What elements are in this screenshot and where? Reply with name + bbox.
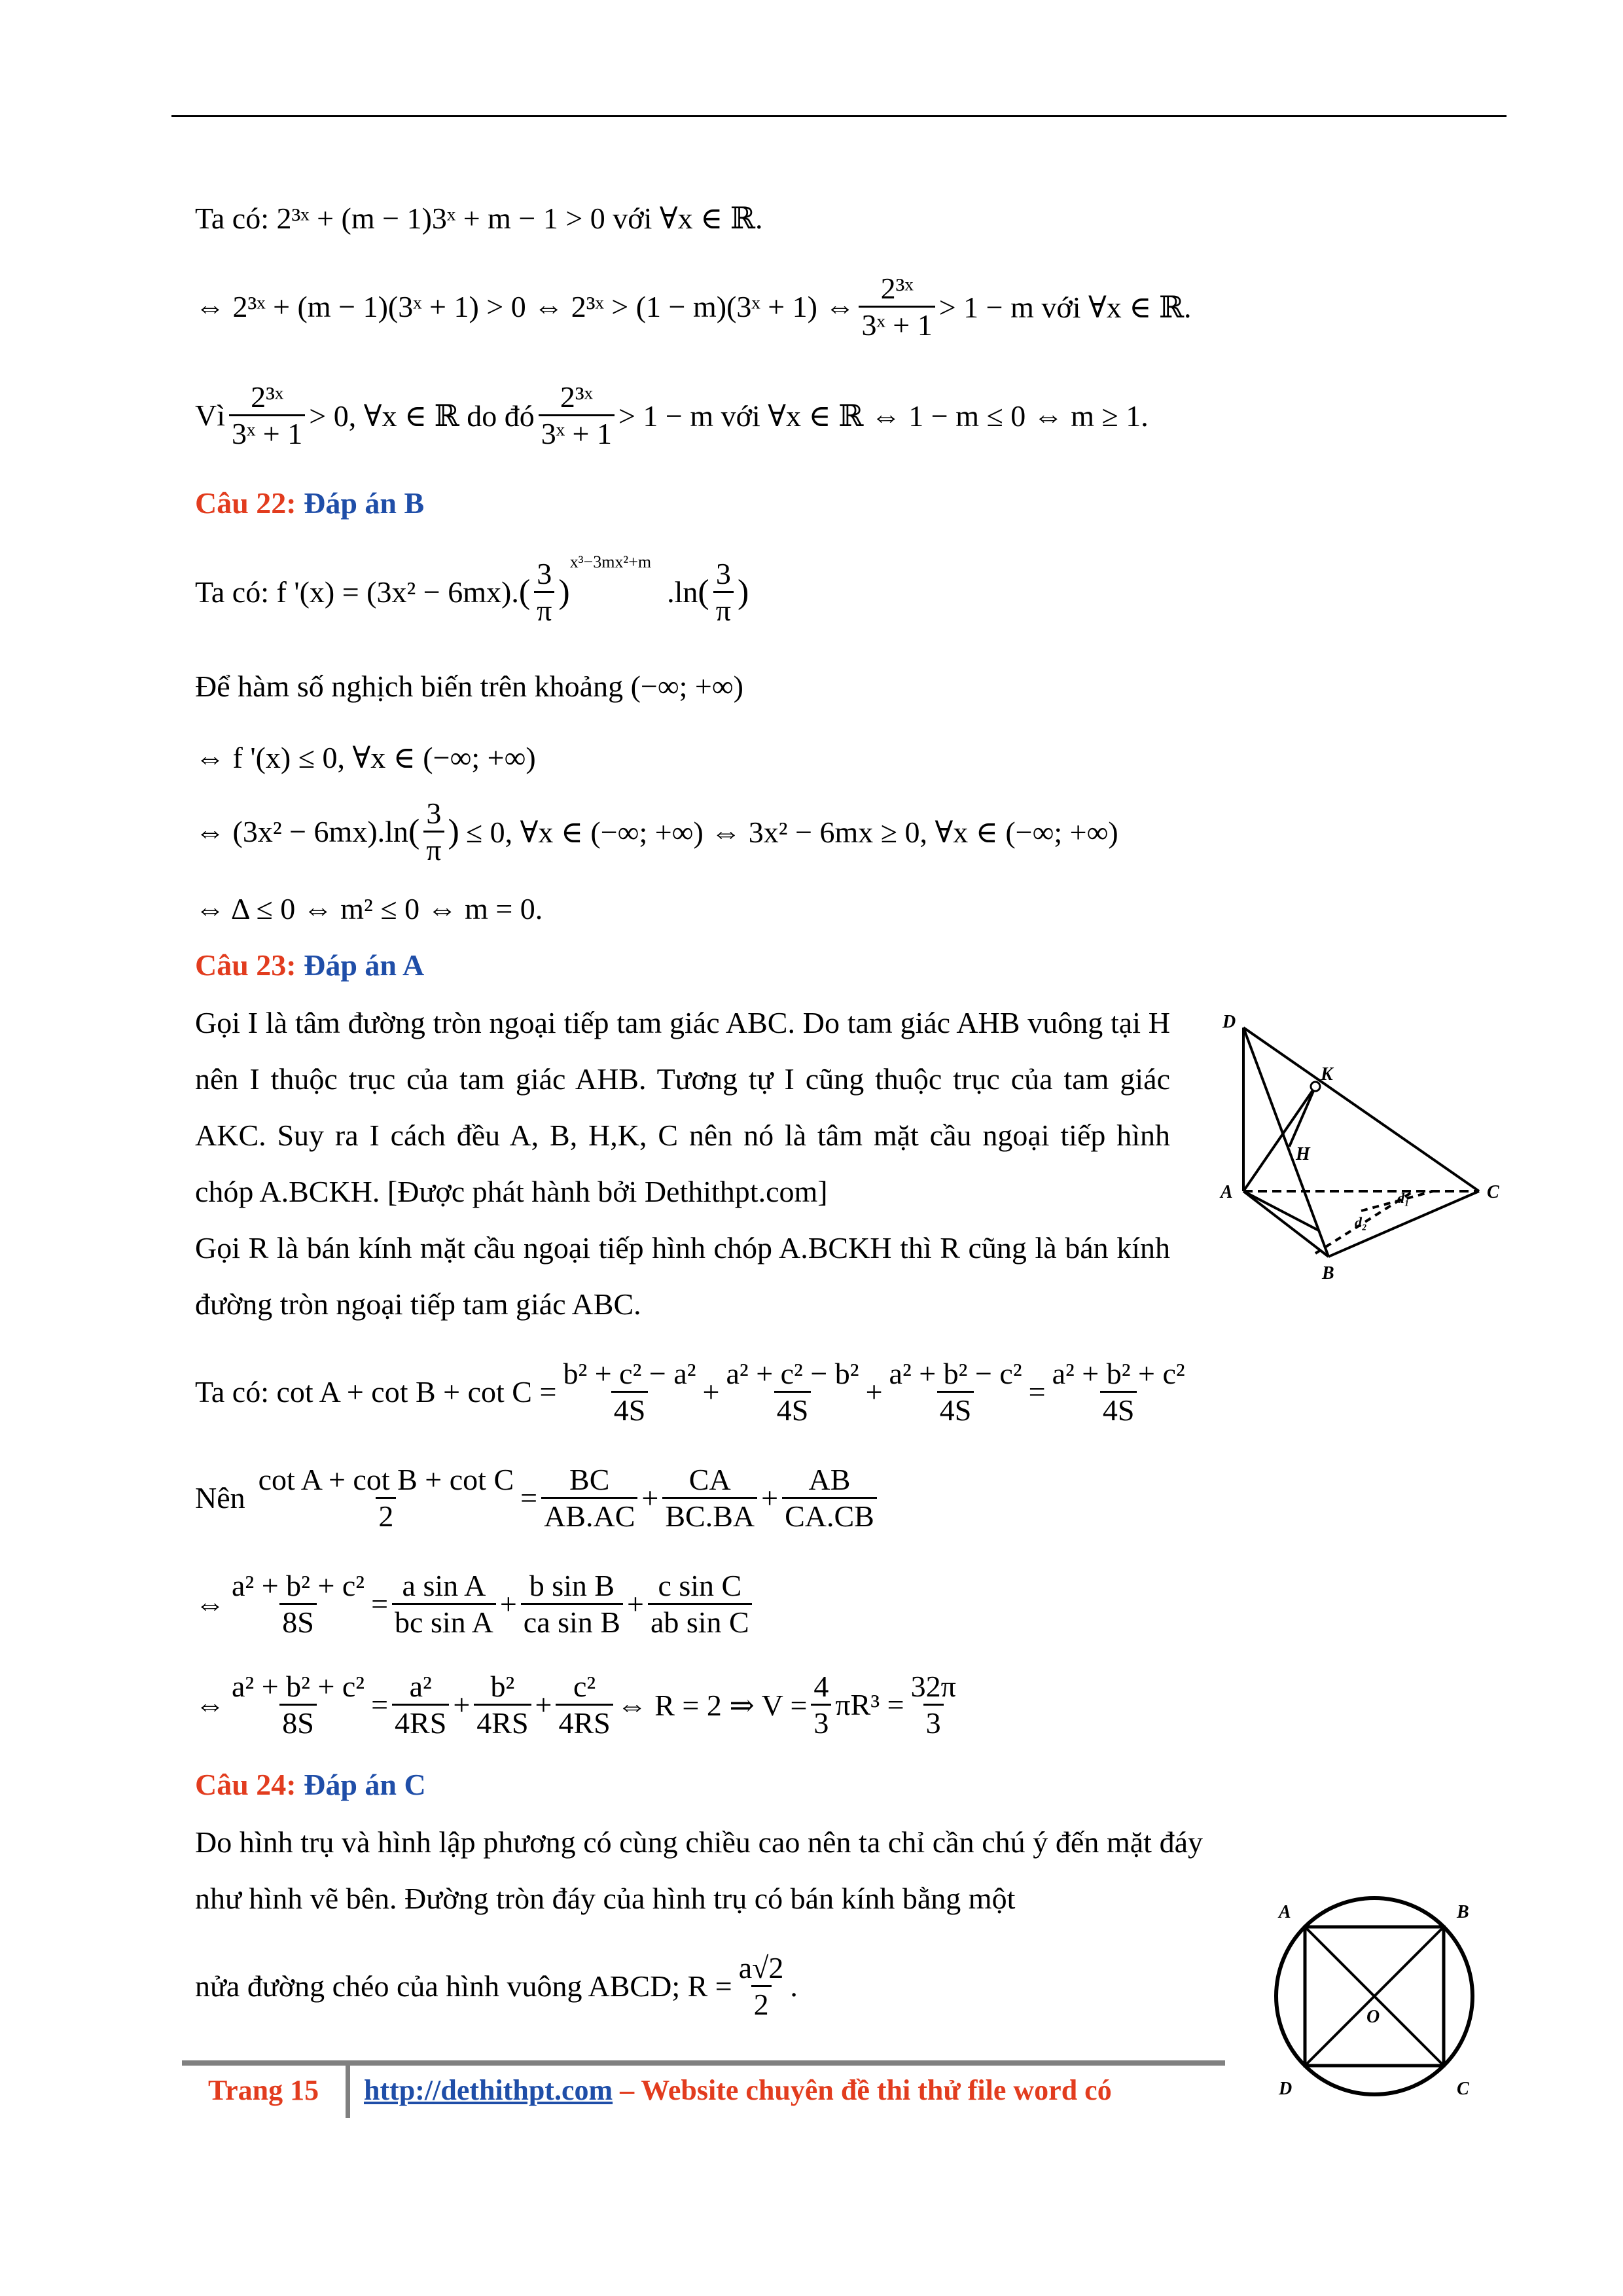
paren: ) (448, 813, 459, 850)
frac-den: 2 (751, 1985, 772, 2022)
frac-num: 2³ˣ (251, 380, 284, 414)
footer-rule (182, 2060, 1225, 2066)
q23-eq-2-pre: Nên (195, 1481, 245, 1515)
plus: + (865, 1375, 883, 1408)
frac-num: cot A + cot B + cot C (258, 1463, 514, 1496)
plus: + (626, 1587, 644, 1621)
q22-line-5: ⇔ Δ ≤ 0 ⇔ m² ≤ 0 ⇔ m = 0. (195, 892, 543, 925)
label-D: D (1279, 2079, 1293, 2099)
q24-heading (195, 1767, 426, 1802)
frac-den: π (423, 831, 444, 867)
frac-den: 3ˣ + 1 (229, 414, 305, 451)
frac (229, 1669, 367, 1740)
frac-den: 3ˣ + 1 (859, 306, 935, 342)
point-K (1311, 1082, 1320, 1091)
q24-line-3-a: nửa đường chéo của hình vuông ABCD; R = (195, 1969, 732, 2003)
frac (229, 1568, 367, 1640)
equals: = (371, 1587, 389, 1621)
frac-den: AB.AC (541, 1497, 637, 1534)
frac (256, 1462, 516, 1534)
frac-den: 8S (279, 1704, 317, 1740)
frac-num: 2³ˣ (560, 380, 593, 414)
paren: ) (558, 573, 570, 611)
frac (887, 1356, 1025, 1427)
frac-den: BC.BA (662, 1497, 757, 1534)
frac-den: 4S (937, 1391, 974, 1427)
q21-line-2-b: > 1 − m với ∀x ∈ ℝ. (938, 290, 1192, 324)
frac-den: ca sin B (521, 1603, 623, 1640)
q23-eq-1 (195, 1356, 1192, 1427)
q23-eq-1-pre: Ta có: cot A + cot B + cot C = (195, 1375, 557, 1408)
frac-num: a√2 (738, 1951, 784, 1984)
q22-exponent: x³−3mx²+m (569, 552, 652, 571)
frac-den: 3 (811, 1704, 831, 1740)
frac (560, 1356, 698, 1427)
label-d1: d₁ (1397, 1190, 1410, 1206)
paren: ( (518, 573, 531, 611)
frac (474, 1669, 531, 1740)
q23-eq-4 (195, 1669, 963, 1740)
q21-line-2 (195, 271, 1192, 342)
q24-line-3-b: . (790, 1969, 798, 2003)
frac-num: CA (688, 1463, 731, 1496)
frac-den: π (713, 591, 734, 628)
q21-line-3-a: Vì (195, 399, 225, 432)
frac-num: 2³ˣ (880, 272, 914, 305)
q23-paragraph-2: Gọi R là bán kính mặt cầu ngoại tiếp hình chóp A.BCKH thì R cũng là bán kính đường tròn ngoại tiếp tam giác ABC. (195, 1231, 1170, 1321)
q23-answer: Đáp án A (304, 948, 425, 982)
label-D: D (1222, 1012, 1236, 1032)
frac (1050, 1356, 1188, 1427)
q23-eq-4-mid-2: πR³ = (835, 1688, 904, 1721)
frac-den: 3 (923, 1704, 944, 1740)
square-in-circle-figure (1250, 1872, 1499, 2121)
equals: = (371, 1688, 389, 1721)
equals: = (520, 1481, 538, 1515)
plus: + (761, 1481, 779, 1515)
frac-den: 4RS (556, 1704, 613, 1740)
frac (556, 1669, 613, 1740)
plus: + (535, 1688, 552, 1721)
frac (541, 1462, 637, 1534)
frac-num: a² + b² + c² (232, 1670, 365, 1703)
label-B: B (1322, 1263, 1334, 1283)
q23-paragraph: Gọi I là tâm đường tròn ngoại tiếp tam giác ABC. Do tam giác AHB vuông tại H nên I thuộc trục của tam giác AHB. Tương tự I cũng thuộc trục của tam giác AKC. Suy ra I cách đều A, B, H,K, C nên nó là tâm mặt cầu ngoại tiếp hình chóp A.BCKH. [Được phát hành bởi Dethithpt.com] (195, 1006, 1170, 1208)
frac (662, 1462, 757, 1534)
paren: ) (737, 573, 749, 611)
frac-den: 3ˣ + 1 (539, 414, 615, 451)
q23-heading (195, 948, 424, 982)
equals: = (1028, 1375, 1046, 1408)
paren: ( (698, 573, 709, 611)
q21-line-2-frac (859, 271, 935, 342)
frac (723, 1356, 861, 1427)
label-B: B (1457, 1902, 1469, 1922)
frac-num: b² (490, 1670, 515, 1703)
frac-num: 3 (537, 557, 552, 590)
plus: + (453, 1688, 471, 1721)
label-A: A (1221, 1182, 1233, 1202)
q21-line-3 (195, 380, 1149, 451)
paren: ( (408, 813, 420, 850)
label-C: C (1487, 1182, 1499, 1202)
frac (648, 1568, 752, 1640)
q22-line-1-frac (534, 556, 554, 628)
label-K: K (1321, 1064, 1333, 1085)
q21-line-3-frac (229, 380, 305, 451)
q24-answer: Đáp án C (304, 1768, 426, 1801)
q23-eq-3-pre: ⇔ (195, 1587, 225, 1621)
q22-line-1 (195, 552, 749, 628)
q23-heading-label: Câu 23: (195, 948, 296, 982)
pyramid-figure (1217, 1008, 1518, 1283)
plus: + (641, 1481, 659, 1515)
frac-num: a² + b² − c² (889, 1357, 1022, 1390)
frac-num: b² + c² − a² (563, 1357, 696, 1390)
frac-den: 2 (376, 1497, 396, 1534)
footer-divider (346, 2066, 350, 2118)
q23-eq-4-mid: ⇔ R = 2 ⇒ V = (616, 1688, 808, 1722)
frac-num: a² + c² − b² (726, 1357, 859, 1390)
q21-line-1: Ta có: 2³ˣ + (m − 1)3ˣ + m − 1 > 0 với ∀x ∈ ℝ. (195, 202, 763, 235)
label-A: A (1279, 1902, 1291, 1922)
frac-den: 4S (1100, 1391, 1137, 1427)
frac (392, 1568, 496, 1640)
frac (811, 1669, 831, 1740)
footer-url-link[interactable]: http://dethithpt.com (364, 2074, 613, 2106)
frac-num: 3 (426, 797, 442, 830)
q21-line-3-frac-2 (539, 380, 615, 451)
plus: + (499, 1587, 517, 1621)
frac-num: BC (569, 1463, 610, 1496)
footer-page-number: Trang 15 (208, 2074, 319, 2106)
frac-den: 4S (611, 1391, 649, 1427)
frac (521, 1568, 623, 1640)
frac-den: bc sin A (392, 1603, 496, 1640)
frac-num: AB (808, 1463, 851, 1496)
q22-line-4-frac (423, 796, 444, 867)
q22-line-1-a: Ta có: f '(x) = (3x² − 6mx). (195, 575, 519, 609)
frac-num: 4 (813, 1670, 829, 1703)
q21-line-3-b: > 0, ∀x ∈ ℝ do đó (309, 399, 535, 433)
label-H: H (1296, 1144, 1310, 1164)
edge-DC (1243, 1028, 1479, 1191)
frac-num: a² (409, 1670, 432, 1703)
frac-num: a² + b² + c² (232, 1569, 365, 1602)
q22-line-1-b: .ln (667, 575, 698, 609)
q23-eq-4-pre: ⇔ (195, 1688, 225, 1721)
frac-num: a sin A (402, 1569, 486, 1602)
frac (392, 1669, 449, 1740)
label-O: O (1366, 2007, 1380, 2027)
plus: + (702, 1375, 720, 1408)
label-d2: d₂ (1355, 1214, 1367, 1230)
q22-answer: Đáp án B (304, 486, 425, 520)
q24-line-3 (195, 1950, 798, 2022)
q22-line-4-a: ⇔ (3x² − 6mx).ln (195, 815, 408, 848)
q22-heading-label: Câu 22: (195, 486, 296, 520)
frac-den: ab sin C (648, 1603, 752, 1640)
q22-line-1-frac-2 (713, 556, 734, 628)
header-rule (171, 115, 1507, 117)
q21-line-2-a: ⇔ 2³ˣ + (m − 1)(3ˣ + 1) > 0 ⇔ 2³ˣ > (1 − m)(3ˣ + 1) ⇔ (195, 290, 855, 323)
frac-den: 4S (774, 1391, 812, 1427)
q22-heading (195, 486, 424, 520)
q21-line-3-c: > 1 − m với ∀x ∈ ℝ ⇔ 1 − m ≤ 0 ⇔ m ≥ 1. (618, 399, 1149, 433)
frac-num: a² + b² + c² (1052, 1357, 1185, 1390)
q22-line-4-b: ≤ 0, ∀x ∈ (−∞; +∞) ⇔ 3x² − 6mx ≥ 0, ∀x ∈ (−∞; +∞) (465, 815, 1118, 849)
frac-num: c sin C (658, 1569, 742, 1602)
edge-AK (1243, 1086, 1315, 1191)
q24-heading-label: Câu 24: (195, 1768, 296, 1801)
q22-line-2: Để hàm số nghịch biến trên khoảng (−∞; +∞) (195, 670, 743, 703)
frac (908, 1669, 959, 1740)
q22-line-4 (195, 796, 1118, 867)
q23-eq-3 (195, 1568, 756, 1640)
footer-link-wrap (364, 2073, 1112, 2107)
frac (736, 1950, 787, 2022)
q22-line-3: ⇔ f '(x) ≤ 0, ∀x ∈ (−∞; +∞) (195, 741, 536, 774)
frac-num: 32π (910, 1670, 956, 1703)
frac-num: c² (573, 1670, 596, 1703)
footer-tagline: – Website chuyên đề thi thử file word có (613, 2074, 1112, 2106)
q23-eq-2 (195, 1462, 881, 1534)
frac-den: 4RS (392, 1704, 449, 1740)
frac (782, 1462, 877, 1534)
frac-den: 8S (279, 1603, 317, 1640)
q24-paragraph: Do hình trụ và hình lập phương có cùng chiều cao nên ta chỉ cần chú ý đến mặt đáy như hình vẽ bên. Đường tròn đáy của hình trụ có bán kính bằng một (195, 1825, 1203, 1915)
frac-den: CA.CB (782, 1497, 877, 1534)
frac-den: π (534, 591, 554, 628)
frac-num: 3 (715, 557, 731, 590)
frac-den: 4RS (474, 1704, 531, 1740)
label-C: C (1457, 2079, 1469, 2099)
frac-num: b sin B (529, 1569, 615, 1602)
